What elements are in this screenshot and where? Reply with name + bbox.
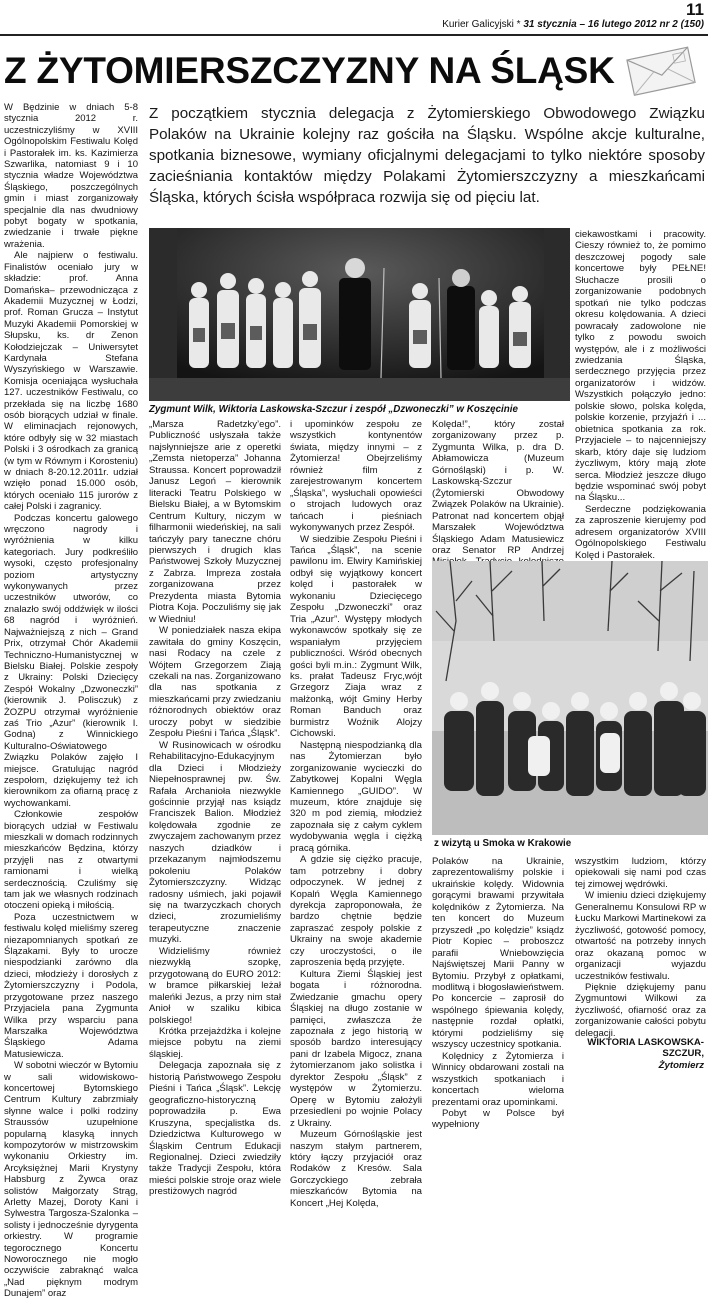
paragraph: ciekawostkami i pracowity. Cieszy również to, że pomimo deszczowej pogody sale koncertowe były PEŁNE! Słuchacze prosili o zorganizowanie podobnych spotkań nie tylko podczas okresu kolędowania. A dzieci powracały zadowolone nie tylko z powodu swoich występów, ale i z możliwości zwiedzania Śląska, serdecznego przyjęcia przez organizatorów i widzów. Wszystkich połączyło jedno: polskie słowo, polska kolęda, polskie korzenie, przyjaźń i ... obietnica spotkania za rok. Przyjaciele – to najcenniejszy skarb, który daje się ludziom życzliwym, który mają złote serca. Młodzież jeszcze długo będzie wspominać swój pobyt na Śląsku...: [575, 229, 706, 504]
paragraph: Kolędnicy z Żytomierza i Winnicy obdarowani zostali na wszystkich spotkaniach i koncertach wieloma prezentami oraz upominkami.: [432, 1050, 564, 1108]
paragraph: wszystkim ludziom, którzy opiekowali się nami pod czas tej zimowej wędrówki.: [575, 856, 706, 890]
photo-caption: Zygmunt Wilk, Wiktoria Laskowska-Szczur i zespół „Dzwoneczki” w Koszęcinie: [149, 404, 518, 415]
paragraph: Następną niespodzianką dla nas Żytomierzan było zorganizowanie wycieczki do Zabytkowej Kopalni Węgla Kamiennego „GUIDO”. W muzeum, które znajduje się 320 m pod ziemią, młodzież zapoznała się z całym cyklem wydobywania węgla i ciężką pracą górnika.: [290, 739, 422, 854]
paragraph: W siedzibie Zespołu Pieśni i Tańca „Śląsk”, na scenie pawilonu im. Elwiry Kamińskiej odbył się wyjątkowy koncert kolęd i pastorałek w wykonaniu Dziecięcego Zespołu „Dzwoneczki” oraz Tria „Azur”. Występy młodych wykonawców spotkały się ze wspaniałym przyjęciem publiczności. Wśród obecnych gości byli m.in.: Zygmunt Wilk, ks. prałat Tadeusz Fryc,wójt Grzegorz Ziaja wraz z małżonką, wójt Gminy Herby Roman Banduch oraz burmistrz Woźnik Alojzy Cichowski.: [290, 533, 422, 740]
page-number: 11: [686, 0, 704, 19]
article-column-3: [290, 419, 422, 1209]
paragraph: Podczas koncertu galowego wręczono nagrody i wyróżnienia w kilku kategoriach. Jury podkreśliło wysoki, często profesjonalny poziom artystyczny wykonywanych przez uczestników utworów, co znalazło swój oddźwięk w ilości 68 nagród i wyróżnień. Najważniejszą z nich – Grand Prix, otrzymał Chór Akademii Techniczno-Humanistycznej w Bielsku Białej. Polskie zespoły z Ukrainy: Polski Dziecięcy Zespół Wokalny „Dzwoneczki” (kierownik J. Polisczuk) z ŻOZPU otrzymał wyróżnienie zaś Trio „Azur” (kierownik I. Godna) z Winnickiego Kulturalno-Oświatowego Związku Polaków zajęło I miejsce. Gratulując nagród zespołom, dziękujemy też ich kierownikom za ofiarną pracę z wychowankami.: [4, 512, 138, 809]
photo-krakow-dragon-visit: [432, 561, 708, 835]
paragraph: Muzeum Górnośląskie jest naszym stałym partnerem, który łączy przyjaciół oraz Rodaków z Kresów. Sala Gorczyckiego zebrała mieszkańców Bytomia na Koncert „Hej Kolęda,: [290, 1129, 422, 1209]
paragraph: Kolęda!”, który został zorganizowany przez p. Zygmunta Wilka, p. dra D. Abłamowicza (Muzeum Górnośląski) i p. W. Laskowską-Szczur (Żytomierski Obwodowy Związek Polaków na Ukrainie). Patronat nad koncertem objął Marszałek Województwa Śląskiego Adam Matusiewicz oraz Senator RP Andrzej: [432, 419, 564, 556]
photo-caption: z wizytą u Smoka w Krakowie: [434, 838, 572, 849]
paragraph: „Marsza Radetzky’ego”. Publiczność usłyszała także najsłynniejsze arie z operetki „Zemsta nietoperza” Johanna Straussa. Koncert poprowadził Janusz Legoń – kierownik literacki Teatru Polskiego w Bielsku Białej, a w Bytomskim Centrum Kultury, niczym w filharmonii wiedeńskiej, na sali tańczyły pary taneczne chóru pierwszych i drugich klas Państwowej Szkoły Muzycznej z Zabrza. Impreza została zorganizowana przez Prezydenta miasta Bytomia Piotra Koja. Poczuliśmy się jak w Wiedniu!: [149, 419, 281, 625]
issue-info: 31 stycznia – 16 lutego 2012 nr 2 (150): [523, 19, 704, 30]
paragraph: Kultura Ziemi Śląskiej jest bogata i różnorodna. Zwiedzanie gmachu opery Śląskiej na długo zostanie w pamięci, zwłaszcza że zapoznała z jego historią w sposób bardzo interesujący pani dr Izabela Migocz, znana żytomierzanom jako solistka i dyrektor Zespołu „Śląsk” z występów w Żytomierzu. Operę w Bytomiu założyli przesiedleni po wojnie Polacy z Ukrainy.: [290, 968, 422, 1129]
paragraph: W poniedziałek nasza ekipa zawitała do gminy Koszęcin, nasi Rodacy na czele z Wójtem Grzegorzem Ziają czekali na nas. Zorganizowano dla nas spotkania z mieszkańcami przy zwiedzaniu różnorodnych obiektów oraz uroczy pobyt w siedzibie Zespołu Pieśni i Tańca „Śląsk”.: [149, 625, 281, 740]
running-header: [442, 19, 704, 30]
paragraph: Krótka przejażdżka i kolejne miejsce pobytu na ziemi śląskiej.: [149, 1026, 281, 1060]
paragraph: Widzieliśmy również niezwykłą szopkę, przygotowaną do EURO 2012: w bramce piłkarskiej leżał maleńki Jezus, a przy nim stał Anioł w szaliku kibica polskiego!: [149, 945, 281, 1026]
lead-paragraph: Z początkiem stycznia delegacja z Żytomierskiego Obwodowego Związku Polaków na Ukrainie kolejny raz gościła na Śląsku. Wspólne akcje kulturalne, spotkania biznesowe, wymiany oficjalnymi delegacjami to tylko niektóre sposoby zacieśniania kontaktów między Polakami Żytomierszczyzny a mieszkańcami Śląska, których ścisła współpraca rozwija się od pięciu lat.: [149, 105, 705, 206]
photo-koszecin-concert: [149, 228, 570, 401]
paragraph: A gdzie się ciężko pracuje, tam potrzebny i dobry odpoczynek. W jednej z Kopalń Węgla Kamiennego dyrekcja zaproponowała, że bardzo chętnie będzie zapraszać zespoły polskie z Ukrainy na swoje akademie czy uroczystości, o ile zaproszenia będą przyjęte.: [290, 854, 422, 969]
author-signature: [574, 1037, 704, 1071]
paragraph: W Będzinie w dniach 5-8 stycznia 2012 r. uczestniczyliśmy w XVIII Ogólnopolskim Festiwalu Kolęd i Pastorałek im. ks. Kazimierza Szwarlika, natomiast 9 i 10 stycznia władze Województwa Śląskiego, poszczególnych gmin i miast zorganizowały specjalnie dla nas dwudniowy pobyt bogaty w spotkania, zwiedzanie i trwałe piękne wrażenia.: [4, 102, 138, 250]
paragraph: W imieniu dzieci dziękujemy Generalnemu Konsulowi RP w Łucku Markowi Martinekowi za życzliwość, gotowość pomocy, otwartość na potrzeby innych oraz okazaną pomoc w organizacji wyjazdu uczestników festiwalu.: [575, 890, 706, 982]
paragraph: W sobotni wieczór w Bytomiu w sali widowiskowo-koncertowej Bytomskiego Centrum Kultury zabrzmiały słynne walce i polki rodziny Straussów uzupełnione popularną klasyką innych kompozytorów w mistrzowskim wykonaniu Orkiestry im. Arcyksiężnej Marii Krystyny Habsburg z Żywca oraz solistów Małgorzaty Strąg, Arletty Mazej, Doroty Kani i Sylwestra Targosza-Szalonka – solisty i jednocześnie dyrygenta orkiestry. W programie tegorocznego Koncertu Noworocznego nie mogło oczywiście zabraknąć walca „Nad pięknym modrym Dunajem” oraz: [4, 1060, 138, 1300]
author-place: Żytomierz: [658, 1059, 704, 1071]
paragraph: Pięknie dziękujemy panu Zygmuntowi Wilkowi za życzliwość, ofiarność oraz za zorganizowanie całości pobytu delegacji.: [575, 981, 706, 1039]
paragraph: W Rusinowicach w ośrodku Rehabilitacyjno-Edukacyjnym dla Dzieci i Młodzieży Niepełnosprawnej pw. Św. Rafała Archanioła niezwykle gościnnie przyjął nas ksiądz Franciszek Balion. Młodzież kolędowała zgodnie ze zwyczajem zachowanym przez naszych dziadków i przekazanym najmłodszemu pokoleniu Polaków Żytomierszczyzny. Widząc radosny uśmiech, jaki pojawił się na twarzyczkach chorych dzieci, zrozumieliśmy terapeutyczne znaczenie muzyki.: [149, 739, 281, 946]
article-column-1: [4, 102, 138, 1300]
paragraph: Delegacja zapoznała się z historią Państwowego Zespołu Pieśni i Tańca „Śląsk”. Lekcję geograficzno-historyczną poprowadziła p. Ewa Kruszyna, specjalistka ds. Dziedzictwa Kulturowego w Śląskim Centrum Edukacji Regionalnej. Dzieci zwiedziły także Tradycji Zespołu, która mieści polskie stroje oraz wiele prestiżowych nagród: [149, 1060, 281, 1198]
paragraph: Pobyt w Polsce był wypełniony: [432, 1107, 564, 1131]
paragraph: Serdeczne podziękowania za zaproszenie kierujemy pod adresem organizatorów XVIII Ogólnopolskiego Festiwalu Kolęd i Pastorałek.: [575, 503, 706, 561]
paper-name: Kurier Galicyjski *: [442, 19, 521, 30]
article-column-7: [575, 856, 706, 1039]
header-rule: [0, 34, 708, 36]
paragraph: Ale najpierw o festiwalu. Finalistów oceniało jury w składzie: prof. Anna Domańska– przewodnicząca z Akademii Muzycznej w Łodzi, prof. Roman Grucza – Instytut Muzyki Akademii Pomorskiej w Słupsku, ks. dr Zenon Kołodziejczak – Uniwersytet Kardynała Stefana Wyszyńskiego w Warszawie. Komisja oceniająca wysłuchała 127. uczestników Festiwalu, co przekłada się na liczbę 1680 osób biorących udział w finale. W eliminacjach rejonowych, które odbyły się w 32 miastach Polski i 3 ośrodkach za granicą (w tym w Równym i Korosteniu) w dniach 8-20.12.2011r. udział wzięło ponad 15.000 osób, których oceniało 115 jurorów z całej Polski i zagranicy.: [4, 250, 138, 513]
paragraph: i upominków zespołu ze wszystkich kontynentów świata, między innymi – z Żytomierza! Obejrzeliśmy również film z zarejestrowanym koncertem „Śląska”, wysłuchali opowieści o strojach ludowych oraz tańcach i pieśniach wykonywanych przez Zespół.: [290, 419, 422, 534]
envelope-icon: [622, 43, 702, 99]
headline: Z ŻYTOMIERSZCZYZNY NA ŚLĄSK: [4, 50, 615, 91]
author-name: WIKTORIA LASKOWSKA-SZCZUR,: [587, 1037, 704, 1060]
article-column-2: [149, 419, 281, 1198]
paragraph: Poza uczestnictwem w festiwalu kolęd mieliśmy szereg niezapomnianych spotkań ze Ślązakami. Były to urocze niespodzianki zarówno dla dzieci, młodzieży i dorosłych z Żytomierszczyzny i Podola, przygotowane przez naszego Przyjaciela pana Zygmunta Wilka przy wsparciu pana Marszałka Województwa Śląskiego Adama Matusiewicza.: [4, 911, 138, 1060]
article-column-6: [432, 856, 564, 1131]
article-column-4: [432, 419, 564, 579]
paragraph: Członkowie zespołów biorących udział w Festiwalu mieszkali w domach rodzinnych mieszkańców Będzina, którzy przyjęli nas z otwartymi ramionami i wielką serdecznością. Czuliśmy się tam jak we własnych rodzinach otoczeni opieką i miłością.: [4, 809, 138, 912]
paragraph: Polaków na Ukrainie, zaprezentowaliśmy polskie i ukraińskie kolędy. Widownia gorącymi brawami przywitała kolędników z Żytomierza. Na ten koncert do Muzeum przyszedł „po kolędzie” ksiądz Piotr Kopiec – proboszcz parafii Wniebowzięcia Najświętszej Marii Panny w Bytomiu. Przybył z opłatkami, modlitwą i błogosławieństwem. Po koncercie – zaprosił do wspólnego śpiewania kolędy, następnie rozdał opłatki, którymi podzieliśmy się wszyscy uczestnicy spotkania.: [432, 856, 564, 1051]
